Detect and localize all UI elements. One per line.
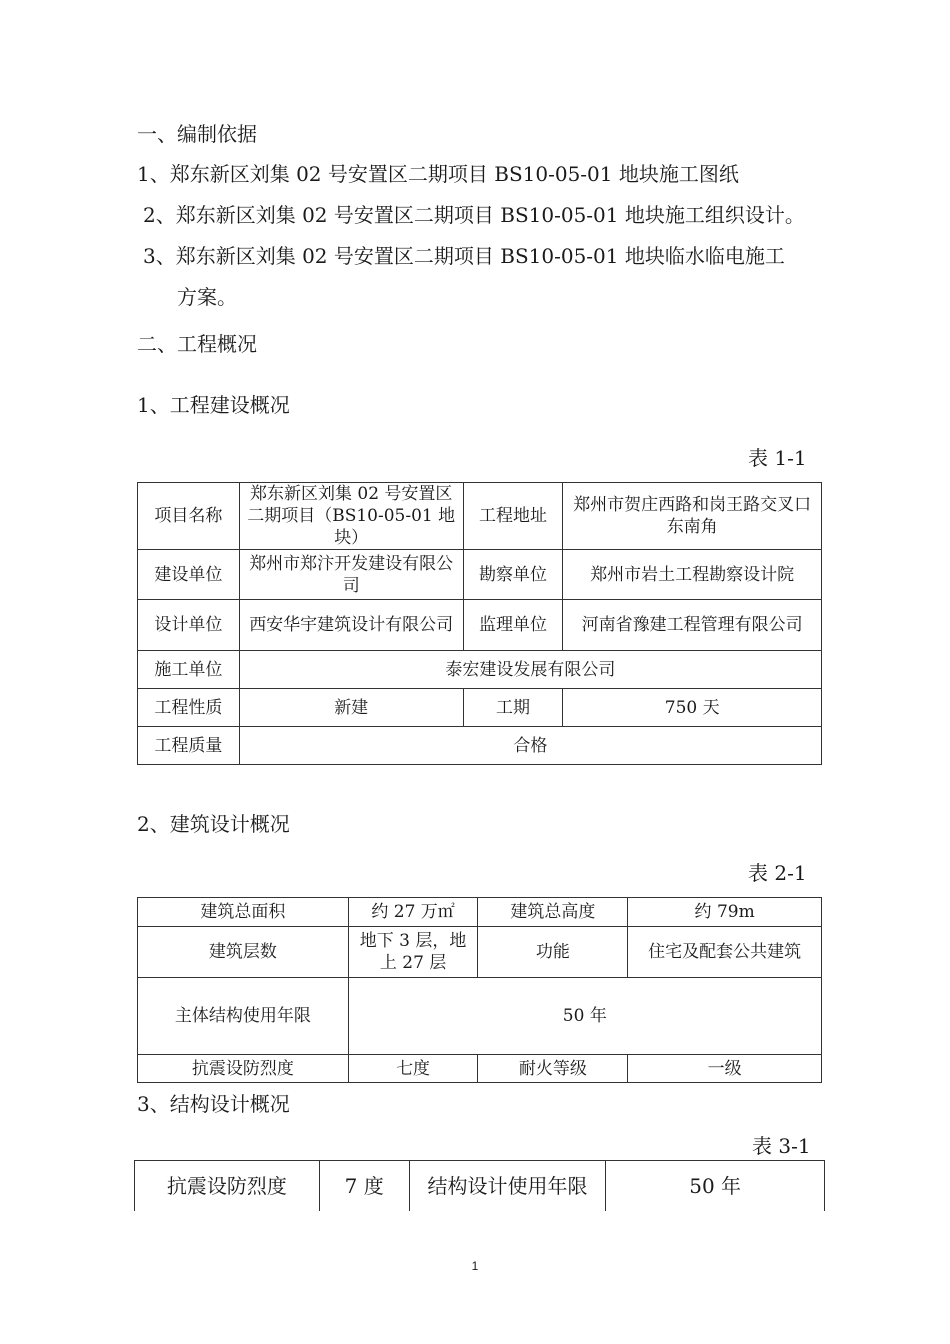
label-cell: 施工单位	[138, 651, 240, 689]
basis-item-3-line2: 方案。	[177, 285, 237, 309]
value-cell: 合格	[239, 727, 821, 765]
architecture-design-table	[137, 897, 822, 1083]
value-cell: 一级	[628, 1055, 822, 1083]
label-cell: 设计单位	[138, 600, 240, 651]
label-cell: 功能	[478, 927, 628, 978]
basis-item-3-line1: 3、郑东新区刘集 02 号安置区二期项目 BS10-05-01 地块临水临电施工	[143, 244, 785, 268]
value-cell: 50 年	[348, 978, 821, 1055]
value-cell: 郑州市岩土工程勘察设计院	[563, 550, 822, 600]
value-cell: 地下 3 层，地上 27 层	[348, 927, 478, 978]
label-cell: 建筑总面积	[138, 898, 349, 927]
page-number: 1	[471, 1259, 479, 1273]
label-cell: 耐火等级	[478, 1055, 628, 1083]
label-cell: 工期	[463, 689, 563, 727]
subsection-structure: 3、结构设计概况	[137, 1092, 290, 1116]
label-cell: 工程性质	[138, 689, 240, 727]
label-cell: 抗震设防烈度	[135, 1161, 320, 1211]
construction-overview-table	[137, 482, 822, 765]
label-cell: 主体结构使用年限	[138, 978, 349, 1055]
label-cell: 抗震设防烈度	[138, 1055, 349, 1083]
label-cell: 建筑总高度	[478, 898, 628, 927]
label-cell: 工程地址	[463, 483, 563, 550]
value-cell: 新建	[239, 689, 463, 727]
label-cell: 建筑层数	[138, 927, 349, 978]
section-heading-overview: 二、工程概况	[137, 332, 257, 356]
basis-item-1: 1、郑东新区刘集 02 号安置区二期项目 BS10-05-01 地块施工图纸	[137, 162, 739, 186]
label-cell: 结构设计使用年限	[409, 1161, 606, 1211]
value-cell: 住宅及配套公共建筑	[628, 927, 822, 978]
value-cell: 50 年	[606, 1161, 825, 1211]
subsection-construction: 1、工程建设概况	[137, 393, 290, 417]
label-cell: 建设单位	[138, 550, 240, 600]
table3-caption: 表 3-1	[752, 1134, 811, 1158]
value-cell: 河南省豫建工程管理有限公司	[563, 600, 822, 651]
value-cell: 约 27 万㎡	[348, 898, 478, 927]
subsection-architecture: 2、建筑设计概况	[137, 812, 290, 836]
value-cell: 泰宏建设发展有限公司	[239, 651, 821, 689]
label-cell: 勘察单位	[463, 550, 563, 600]
structure-design-table	[134, 1160, 825, 1211]
table1-caption: 表 1-1	[748, 446, 807, 470]
value-cell: 郑东新区刘集 02 号安置区二期项目（BS10-05-01 地块）	[239, 483, 463, 550]
value-cell: 7 度	[319, 1161, 409, 1211]
value-cell: 750 天	[563, 689, 822, 727]
value-cell: 郑州市贺庄西路和岗王路交叉口东南角	[563, 483, 822, 550]
value-cell: 约 79m	[628, 898, 822, 927]
basis-item-2: 2、郑东新区刘集 02 号安置区二期项目 BS10-05-01 地块施工组织设计。	[143, 203, 805, 227]
label-cell: 监理单位	[463, 600, 563, 651]
section-heading-basis: 一、编制依据	[137, 122, 257, 146]
label-cell: 工程质量	[138, 727, 240, 765]
value-cell: 七度	[348, 1055, 478, 1083]
table2-caption: 表 2-1	[748, 861, 807, 885]
label-cell: 项目名称	[138, 483, 240, 550]
value-cell: 郑州市郑汴开发建设有限公司	[239, 550, 463, 600]
value-cell: 西安华宇建筑设计有限公司	[239, 600, 463, 651]
